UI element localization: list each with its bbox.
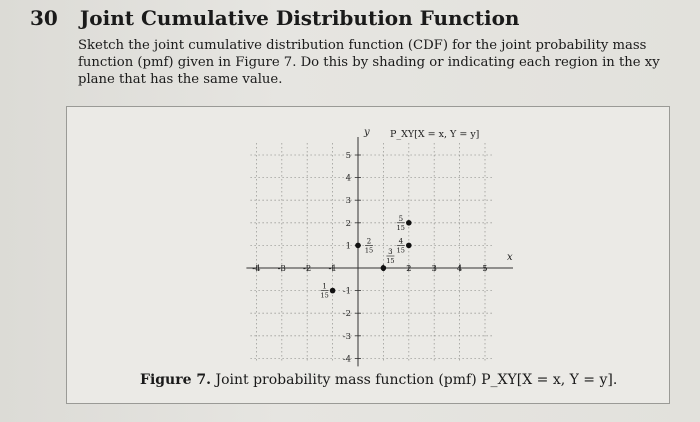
pmf-label-denominator: 15: [386, 257, 395, 265]
x-axis-label: x: [507, 252, 513, 263]
y-tick-label: 4: [345, 173, 351, 184]
pmf-label-denominator: 15: [396, 246, 405, 255]
x-tick-label: -3: [277, 264, 286, 274]
pmf-point: [381, 265, 387, 271]
section-title: Joint Cumulative Distribution Function: [79, 6, 520, 30]
pmf-point: [330, 288, 336, 294]
x-tick-label: -2: [303, 264, 312, 274]
pmf-label-numerator: 5: [398, 214, 404, 223]
y-tick-label: -1: [342, 286, 351, 297]
pmf-label: [397, 215, 405, 232]
y-tick-label: 5: [345, 151, 351, 161]
pmf-label-numerator: 3: [388, 248, 393, 256]
y-tick-label: -4: [342, 354, 351, 365]
y-axis-label: y: [364, 127, 370, 138]
pmf-point: [355, 243, 361, 249]
pmf-label-numerator: 2: [366, 237, 372, 246]
pmf-label-numerator: 4: [398, 237, 404, 246]
x-tick-label: 5: [482, 264, 488, 274]
pmf-label-denominator: 15: [320, 291, 329, 300]
plot-title: P_XY[X = x, Y = y]: [390, 129, 480, 140]
pmf-label-denominator: 15: [396, 223, 405, 232]
caption-label: Figure 7.: [140, 372, 211, 388]
pmf-label: [320, 283, 328, 300]
y-tick-label: 1: [345, 241, 351, 252]
pmf-label-numerator: 1: [322, 282, 327, 291]
x-tick-label: 2: [406, 264, 412, 274]
x-tick-label: -4: [252, 264, 261, 274]
y-tick-label: -3: [342, 331, 351, 342]
pmf-label-denominator: 15: [364, 246, 374, 255]
figure-caption: [140, 372, 617, 388]
problem-text: Sketch the joint cumulative distribution function (CDF) for the joint probability mass function (pmf) given in Figure 7. Do this by shading or indicating each region in the xy plane that has the same value.: [78, 38, 660, 87]
x-tick-label: -1: [328, 264, 337, 274]
y-tick-label: -2: [342, 309, 351, 320]
pmf-label: [386, 248, 394, 265]
pmf-label: [365, 237, 373, 254]
x-tick-label: 4: [456, 264, 463, 274]
x-tick-label: 3: [431, 264, 437, 274]
pmf-label: [397, 237, 405, 254]
pmf-point: [406, 220, 412, 226]
pmf-point: [406, 243, 412, 249]
y-tick-label: 2: [345, 218, 351, 229]
section-number: 30: [30, 6, 58, 30]
caption-text: Joint probability mass function (pmf) P_XY[X = x, Y = y].: [215, 372, 618, 388]
y-tick-label: 3: [345, 196, 351, 207]
